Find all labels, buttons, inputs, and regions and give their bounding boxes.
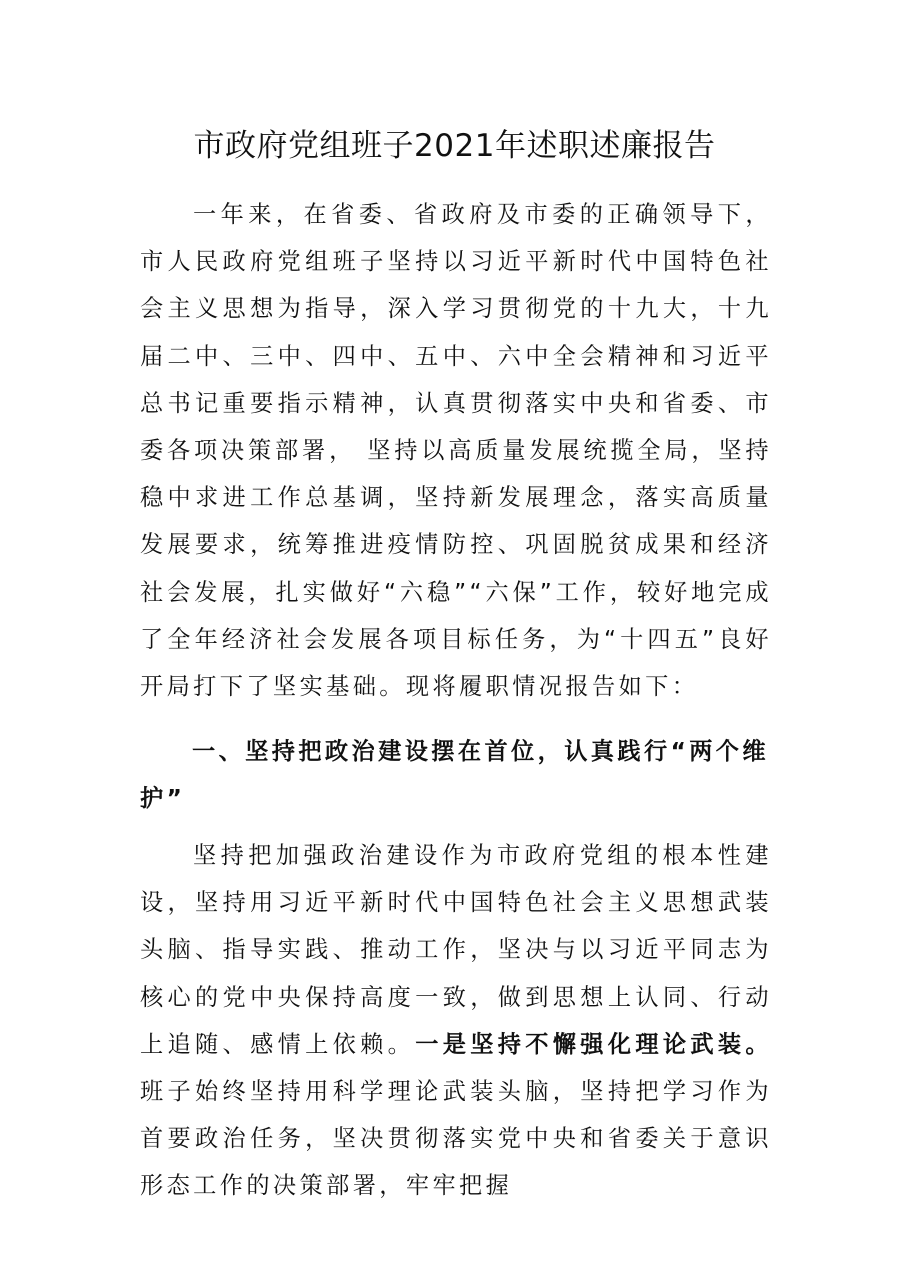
intro-paragraph [140, 191, 772, 710]
section-1-paragraph-text-b: 班子始终坚持用科学理论武装头脑，坚持把学习作为首要政治任务，坚决贯彻落实党中央和省委关于意识形态工作的决策部署，牢牢把握 [140, 1078, 772, 1200]
section-heading-1-text: 一、坚持把政治建设摆在首位，认真践行“两个维护” [140, 738, 769, 813]
section-1-paragraph [140, 832, 772, 1210]
section-1-subpoint-label: 一是坚持不懈强化理论武装。 [415, 1030, 772, 1058]
section-1-paragraph-text-a: 坚持把加强政治建设作为市政府党组的根本性建设，坚持用习近平新时代中国特色社会主义思想武装头脑、指导实践、推动工作，坚决与以习近平同志为核心的党中央保持高度一致，做到思想上认同、行动上追随、感情上依赖。 [140, 842, 772, 1058]
section-heading-1 [140, 728, 772, 822]
intro-paragraph-text: 一年来，在省委、省政府及市委的正确领导下，市人民政府党组班子坚持以习近平新时代中国特色社会主义思想为指导，深入学习贯彻党的十九大，十九届二中、三中、四中、五中、六中全会精神和习近平总书记重要指示精神，认真贯彻落实中央和省委、市委各项决策部署， 坚持以高质量发展统揽全局，坚持稳中求进工作总基调，坚持新发展理念，落实高质量发展要求，统筹推进疫情防控、巩固脱贫成果和经济社会发展，扎实做好“六稳”“六保”工作，较好地完成了全年经济社会发展各项目标任务，为“十四五”良好开局打下了坚实基础。现将履职情况报告如下： [140, 201, 772, 701]
document-title: 市政府党组班子2021年述职述廉报告 [193, 128, 716, 164]
